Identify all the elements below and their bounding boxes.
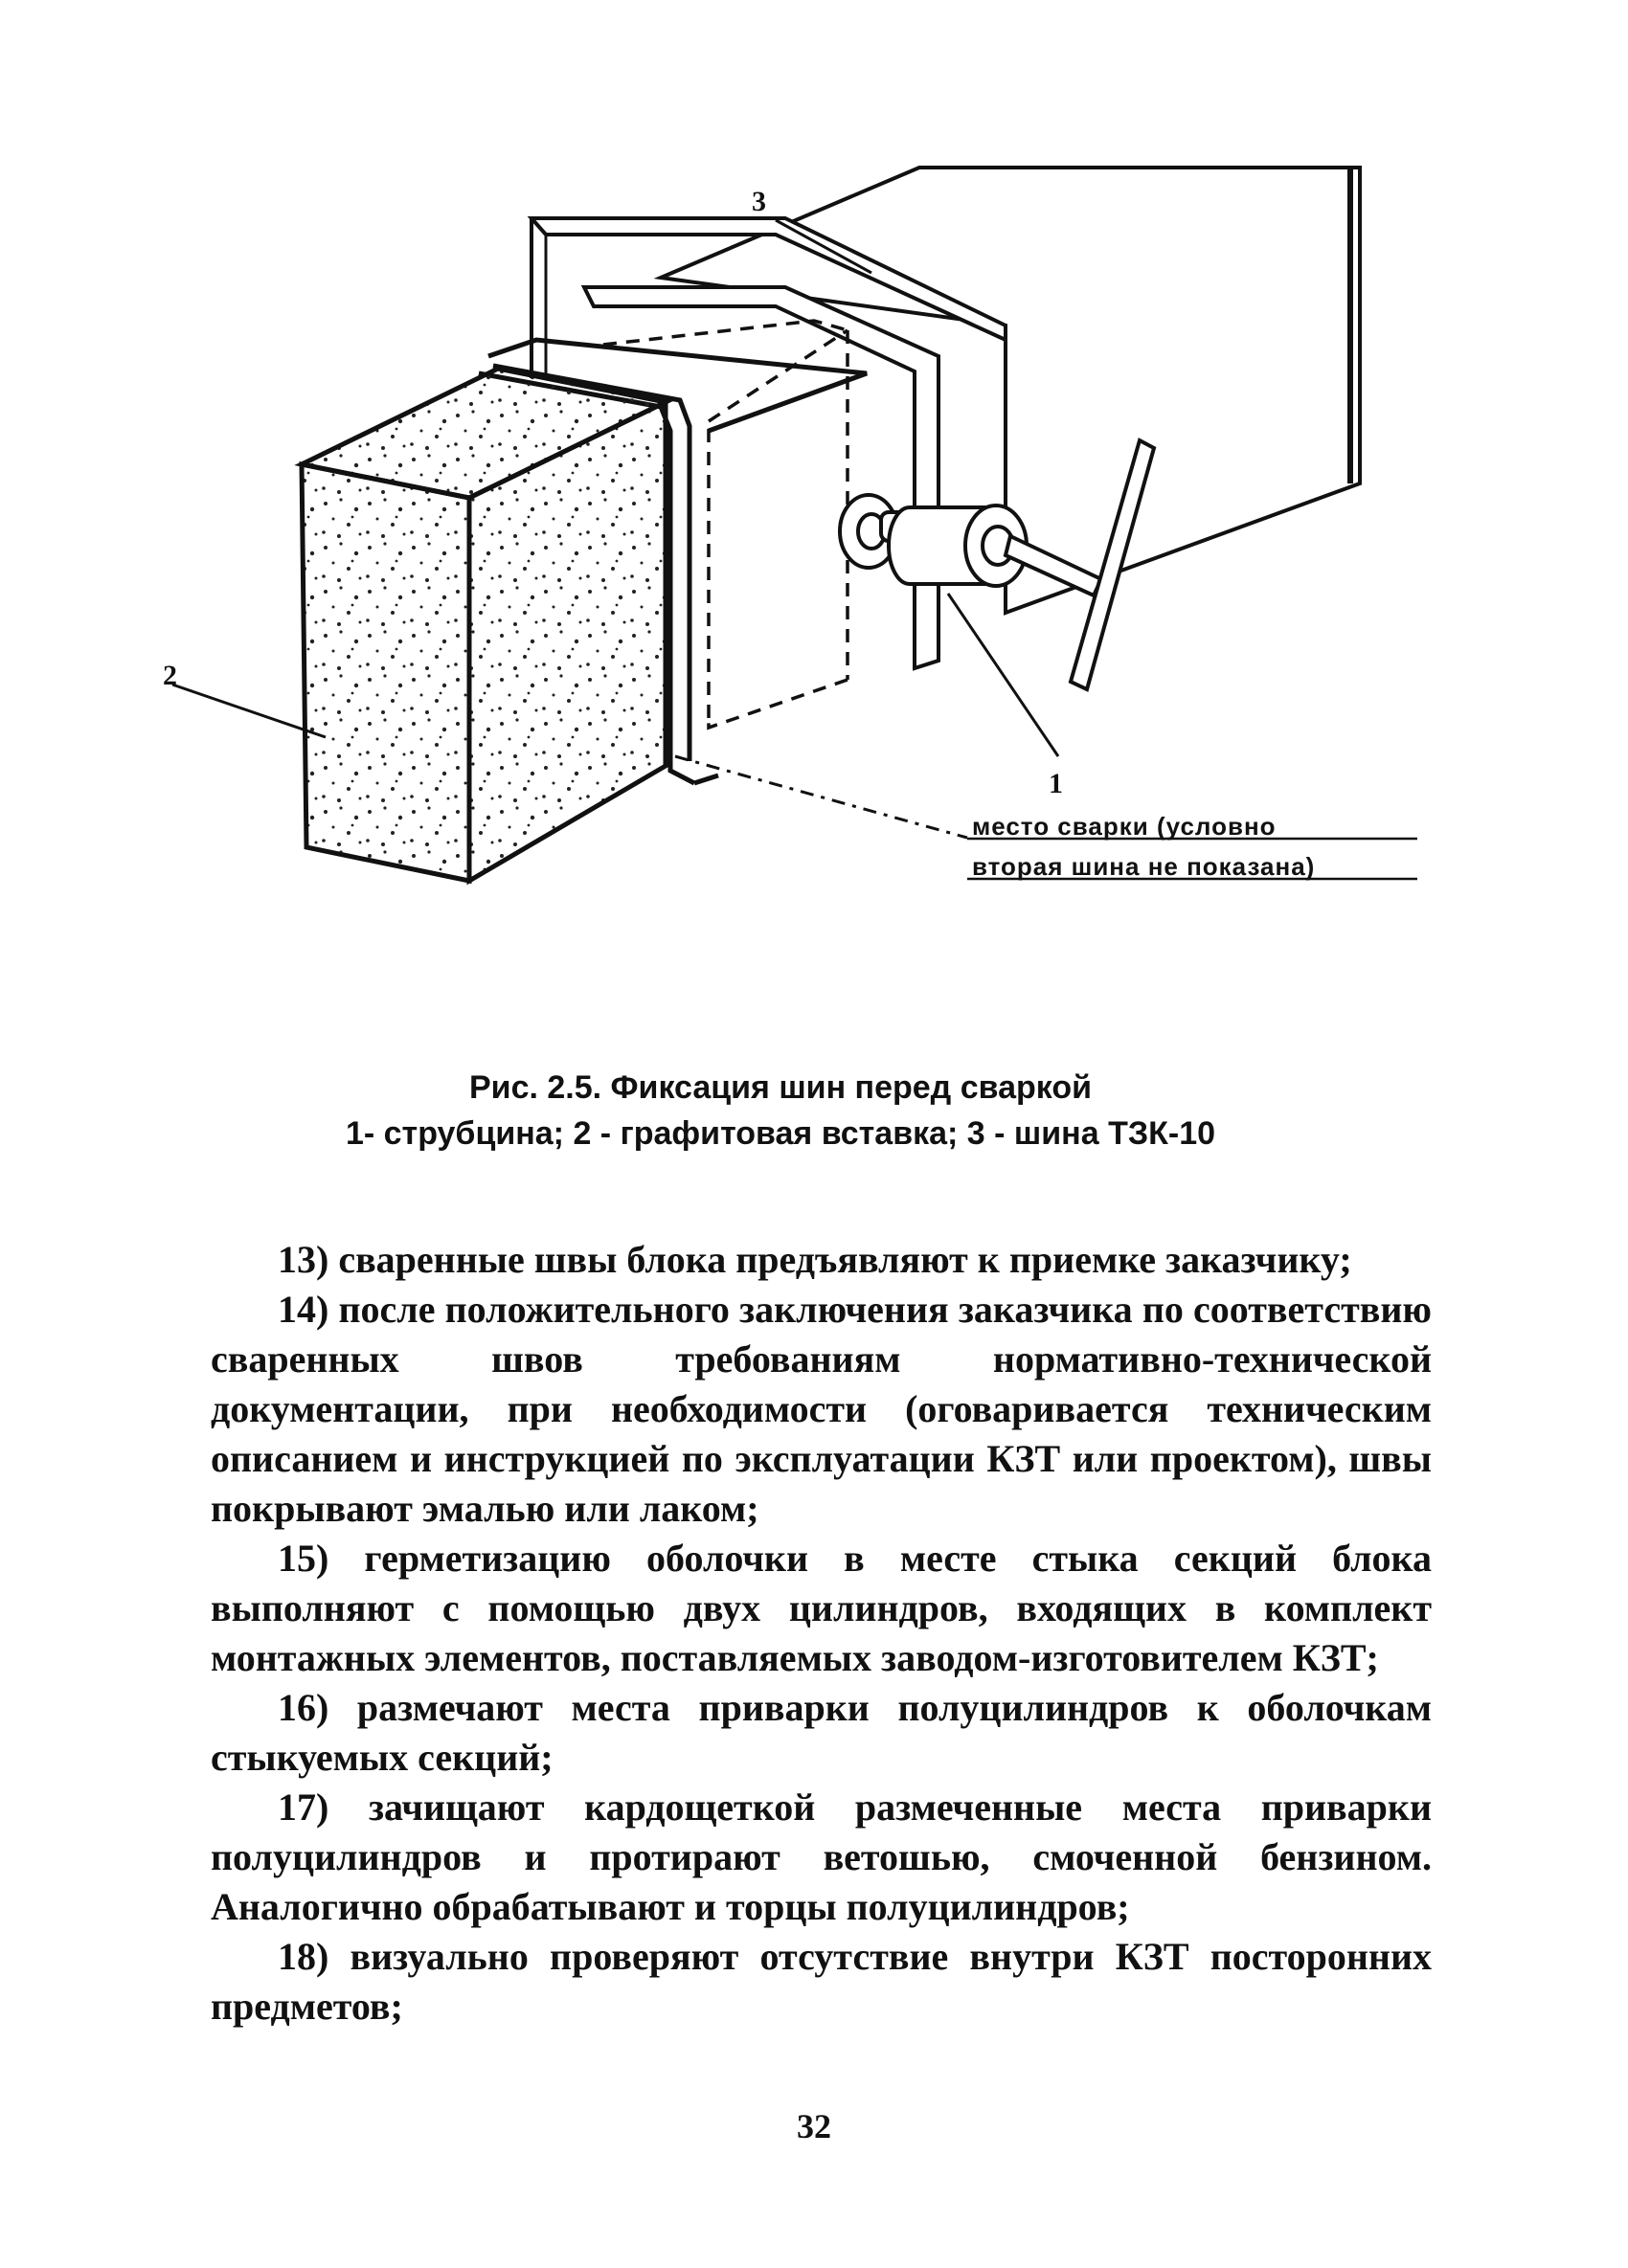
weld-note-line1: место сварки (условно: [972, 812, 1277, 841]
graphite-block: [302, 369, 666, 881]
figure-busbar-clamp: [144, 144, 1417, 909]
paragraph-14: 14) после положительного заключения заказчика по соответствию сваренных швов требованиям нормативно-технической документации, при необходимости (оговаривается техническим описанием и инструкцией по эксплуатации КЗТ или проектом), швы покрывают эмалью или лаком;: [211, 1288, 1432, 1530]
paragraph-16: 16) размечают места приварки полуцилиндров к оболочкам стыкуемых секций;: [211, 1686, 1432, 1779]
figure-label-1: 1: [1049, 768, 1063, 799]
busbar-clamp-drawing: [144, 144, 1417, 909]
weld-note-line2: вторая шина не показана): [972, 852, 1316, 881]
figure-label-2: 2: [163, 660, 177, 691]
page-number: 32: [797, 2107, 831, 2145]
paragraph-18: 18) визуально проверяют отсутствие внутри КЗТ посторонних предметов;: [211, 1935, 1432, 2028]
figure-label-3: 3: [752, 186, 766, 217]
body-text: [211, 1235, 1432, 2032]
paragraph-17: 17) зачищают кардощеткой размеченные места приварки полуцилиндров и протирают ветошью, смоченной бензином. Аналогично обрабатывают и торцы полуцилиндров;: [211, 1785, 1432, 1928]
paragraph-15: 15) герметизацию оболочки в месте стыка секций блока выполняют с помощью двух цилиндров, входящих в комплект монтажных элементов, поставляемых заводом-изготовителем КЗТ;: [211, 1537, 1432, 1679]
figure-caption-title: Рис. 2.5. Фиксация шин перед сваркой: [468, 1069, 1092, 1106]
paragraph-13: 13) сваренные швы блока предъявляют к приемке заказчику;: [278, 1238, 1352, 1281]
figure-caption-legend: 1- струбцина; 2 - графитовая вставка; 3 - шина ТЗК-10: [345, 1115, 1216, 1152]
